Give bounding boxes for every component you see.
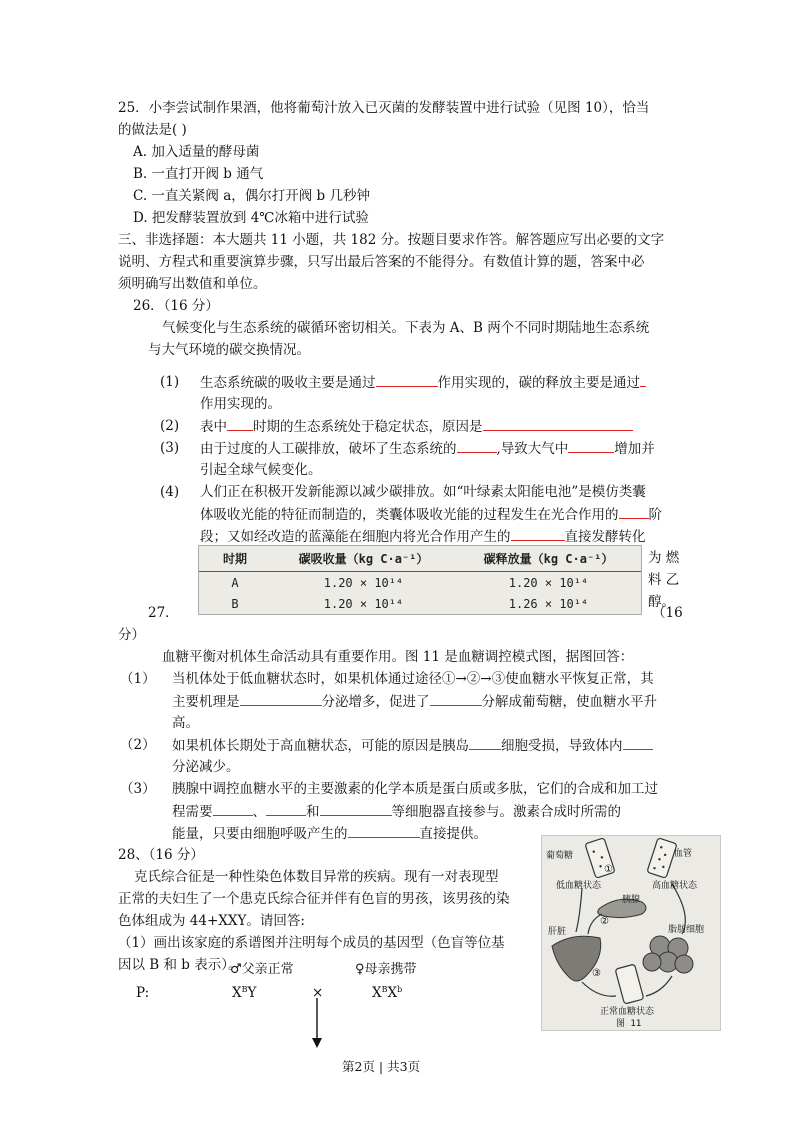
answer-blank[interactable] xyxy=(511,526,565,541)
q27-p2-text-b: 细胞受损，导致体内 xyxy=(501,738,623,754)
answer-blank[interactable] xyxy=(457,438,497,453)
q27-p3-text-e: 能量，只要由细胞呼吸产生的 xyxy=(172,826,348,842)
q28-line5: 因以 B 和 b 表示）。 xyxy=(118,957,242,973)
q27-p2-line1 xyxy=(172,735,653,756)
q26-p4-line3 xyxy=(200,526,646,547)
q26-p2-line xyxy=(200,416,633,437)
q26-p2-text-b: 时期的生态系统处于稳定状态，原因是 xyxy=(253,419,483,435)
answer-blank[interactable] xyxy=(227,416,253,431)
q27-p1-line3: 高。 xyxy=(172,715,199,731)
answer-blank[interactable] xyxy=(266,801,306,816)
answer-blank[interactable] xyxy=(320,801,392,816)
mother-label: ♀母亲携带 xyxy=(355,962,417,977)
gt-y: Y xyxy=(247,985,257,1001)
q27-p2-num: （2） xyxy=(120,737,156,753)
q25-option-d: D. 把发酵装置放到 4℃冰箱中进行试验 xyxy=(133,210,369,226)
answer-blank[interactable] xyxy=(430,691,482,706)
fig-label-blood-vessel: 血管 xyxy=(674,849,693,859)
gt-x: X xyxy=(387,985,398,1001)
gt-allele: B xyxy=(381,985,388,994)
q27-p1-text-a: 主要机理是 xyxy=(172,694,240,710)
table-header-absorb: 碳吸收量（kg C·a⁻¹） xyxy=(298,552,429,566)
q26-p4-line2 xyxy=(200,504,662,525)
down-arrow-icon xyxy=(310,998,324,1050)
fig-step-3: ③ xyxy=(592,968,601,979)
gt-allele: b xyxy=(397,985,403,994)
q28-line4: （1）画出该家庭的系谱图并注明每个成员的基因型（色盲等位基 xyxy=(118,935,505,951)
q28-header: 28、（16 分） xyxy=(118,847,204,863)
q27-intro: 血糖平衡对机体生命活动具有重要作用。图 11 是血糖调控模式图，据图回答： xyxy=(162,649,634,665)
answer-blank[interactable] xyxy=(376,372,438,387)
gt-allele: B xyxy=(241,985,248,994)
cross-symbol: × xyxy=(312,985,324,1001)
answer-blank[interactable] xyxy=(348,823,420,838)
gt-x: X xyxy=(232,985,242,1001)
q27-p1-line1: 当机体处于低血糖状态时，如果机体通过途径①→②→③使血糖水平恢复正常，其 xyxy=(172,671,654,687)
table-header-release: 碳释放量（kg C·a⁻¹） xyxy=(483,552,614,566)
answer-blank[interactable] xyxy=(568,438,614,453)
q26-p1-text-a: 生态系统碳的吸收主要是通过 xyxy=(200,375,376,391)
q28-line1: 克氏综合征是一种性染色体数目异常的疾病。现有一对表现型 xyxy=(134,869,499,885)
q27-p2-line2: 分泌减少。 xyxy=(172,759,240,775)
q28-line3: 色体组成为 44+XXY。请回答: xyxy=(118,913,305,929)
fig-label-pancreas: 胰腺 xyxy=(622,895,641,905)
q26-p3-text-b: ,导致大气中 xyxy=(496,441,569,457)
q25-option-b: B. 一直打开阀 b 通气 xyxy=(133,166,264,182)
q26-p1-line1 xyxy=(200,372,646,393)
q27-score-b: 分） xyxy=(118,627,145,643)
answer-blank[interactable] xyxy=(469,735,501,750)
q26-p3-num: (3) xyxy=(160,440,180,456)
q27-p3-line1: 胰腺中调控血糖水平的主要激素的化学本质是蛋白质或多肽，它们的合成和加工过 xyxy=(172,781,658,797)
q26-p1-text-b: 作用实现的，碳的释放主要是通过 xyxy=(437,375,640,391)
q27-p3-line2 xyxy=(172,801,621,822)
q26-p4-text-d: 直接发酵转化 xyxy=(564,529,646,545)
table-cell: 1.20 × 10¹⁴ xyxy=(508,575,589,590)
q25-stem-line2: 的做法是( ) xyxy=(118,122,187,138)
q26-p4-text-b: 阶 xyxy=(648,507,662,523)
fig-label-low: 低血糖状态 xyxy=(556,881,602,891)
q26-p2-text-a: 表中 xyxy=(200,419,227,435)
q27-p1-num: （1） xyxy=(120,671,156,687)
q26-p1-num: (1) xyxy=(160,374,180,390)
q26-p4-num: (4) xyxy=(160,484,180,500)
table-cell: A xyxy=(231,575,239,590)
figure-caption: 图 11 xyxy=(616,1019,642,1029)
table-cell: 1.20 × 10¹⁴ xyxy=(323,596,404,611)
q26-p4-text-c: 段；又如经改造的蓝藻能在细胞内将光合作用产生的 xyxy=(200,529,511,545)
q26-p4-text-a: 体吸收光能的特征而制造的，类囊体吸收光能的过程发生在光合作用的 xyxy=(200,507,619,523)
q27-p1-text-c: 分解成葡萄糖，使血糖水平升 xyxy=(481,694,657,710)
q25-option-a: A. 加入适量的酵母菌 xyxy=(133,144,260,160)
table-row xyxy=(199,572,641,594)
table-cell: 1.20 × 10¹⁴ xyxy=(323,575,404,590)
q27-p1-line2 xyxy=(172,691,657,712)
q27-p2-text-a: 如果机体长期处于高血糖状态，可能的原因是胰岛 xyxy=(172,738,469,754)
fig-step-2: ② xyxy=(600,916,609,927)
answer-blank[interactable] xyxy=(240,691,322,706)
q28-line2: 正常的夫妇生了一个患克氏综合征并伴有色盲的男孩，该男孩的染 xyxy=(118,891,510,907)
q27-p3-text-d: 等细胞器直接参与。激素合成时所需的 xyxy=(391,804,621,820)
q26-p4-line1: 人们正在积极开发新能源以减少碳排放。如“叶绿素太阳能电池”是模仿类囊 xyxy=(200,484,646,500)
fig-label-glucose: 葡萄糖 xyxy=(546,851,574,861)
q26-p4-tail-2: 料 乙 xyxy=(648,572,680,588)
q26-intro-line1: 气候变化与生态系统的碳循环密切相关。下表为 A、B 两个不同时期陆地生态系统 xyxy=(162,320,650,336)
q27-p3-text-c: 和 xyxy=(306,804,320,820)
figure-11 xyxy=(541,835,721,1031)
q27-p3-text-a: 程需要 xyxy=(172,804,213,820)
carbon-exchange-table xyxy=(198,545,642,615)
q26-p1-line2: 作用实现的。 xyxy=(200,396,281,412)
q26-intro-line2: 与大气环境的碳交换情况。 xyxy=(148,342,310,358)
gt-x: X xyxy=(372,985,382,1001)
page-footer: 第2页 | 共3页 xyxy=(342,1059,421,1074)
table-row xyxy=(199,593,641,614)
section3-line3: 须明确写出数值和单位。 xyxy=(118,276,267,292)
q27-score-a: （16 xyxy=(652,605,683,621)
father-genotype xyxy=(232,983,256,1003)
q26-p3-text-a: 由于过度的人工碳排放，破坏了生态系统的 xyxy=(200,441,457,457)
q27-number: 27． xyxy=(148,605,179,621)
answer-blank[interactable] xyxy=(619,504,649,519)
p-label: P: xyxy=(136,985,150,1001)
q26-p4-tail-3: 醇。 xyxy=(648,594,675,610)
q27-p3-num: （3） xyxy=(120,781,156,797)
answer-blank[interactable] xyxy=(640,372,646,387)
q26-p2-num: (2) xyxy=(160,418,180,434)
fig-label-high: 高血糖状态 xyxy=(652,881,698,891)
q27-p3-text-f: 直接提供。 xyxy=(419,826,487,842)
q27-p3-text-b: 、 xyxy=(252,804,266,820)
q26-p3-line2: 引起全球气候变化。 xyxy=(200,462,322,478)
q25-option-c: C. 一直关紧阀 a，偶尔打开阀 b 几秒钟 xyxy=(133,188,370,204)
q25-stem-line1: 25．小李尝试制作果酒，他将葡萄汁放入已灭菌的发酵装置中进行试验（见图 10），恰当 xyxy=(118,100,650,116)
section3-line1: 三、非选择题：本大题共 11 小题，共 182 分。按题目要求作答。解答题应写出必要的文字 xyxy=(118,232,665,248)
q26-p4-tail-1: 为 燃 xyxy=(648,550,680,566)
section3-line2: 说明、方程式和重要演算步骤，只写出最后答案的不能得分。有数值计算的题，答案中必 xyxy=(118,254,645,270)
q27-p3-line3 xyxy=(172,823,487,844)
q26-p3-text-c: 增加并 xyxy=(614,441,655,457)
answer-blank[interactable] xyxy=(213,801,253,816)
answer-blank[interactable] xyxy=(623,735,653,750)
table-cell: B xyxy=(231,596,239,611)
father-label: ♂父亲正常 xyxy=(230,962,294,977)
q26-header: 26．（16 分） xyxy=(133,298,219,314)
table-cell: 1.26 × 10¹⁴ xyxy=(508,596,589,611)
table-header-period: 时期 xyxy=(222,552,247,566)
fig-label-liver: 肝脏 xyxy=(548,927,567,937)
fig-label-fat-cell: 脂肪细胞 xyxy=(668,925,705,935)
q27-p1-text-b: 分泌增多，促进了 xyxy=(321,694,430,710)
q26-p3-line1 xyxy=(200,438,655,459)
fig-step-1: ① xyxy=(604,864,613,875)
mother-genotype xyxy=(372,983,402,1003)
fig-label-normal: 正常血糖状态 xyxy=(600,1007,655,1017)
answer-blank[interactable] xyxy=(483,416,633,431)
